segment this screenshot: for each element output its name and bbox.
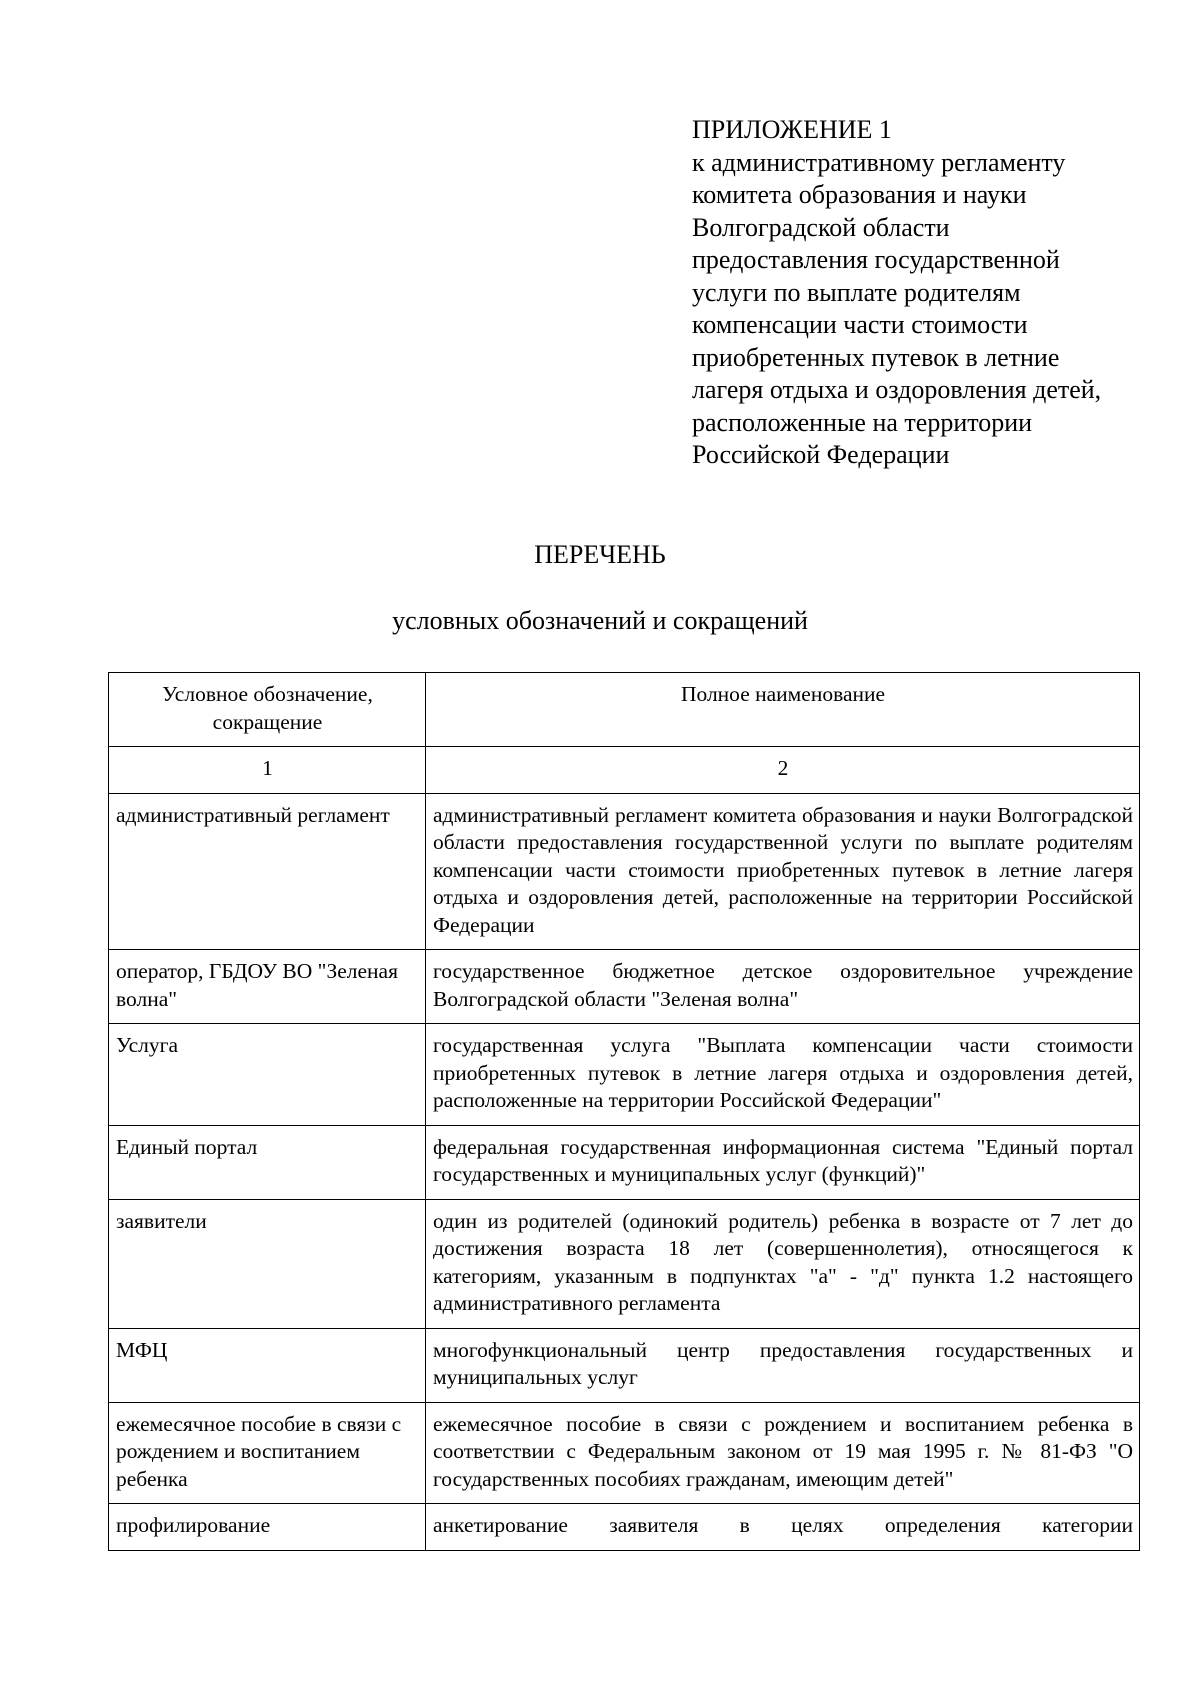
column-number: 1 xyxy=(109,747,426,794)
appendix-line: ПРИЛОЖЕНИЕ 1 xyxy=(692,115,892,144)
appendix-line: комитета образования и науки xyxy=(692,180,1027,209)
appendix-line: Российской Федерации xyxy=(692,440,950,469)
abbreviations-table xyxy=(108,672,1140,1551)
table-row xyxy=(109,1402,1140,1504)
full-name-cell: государственное бюджетное детское оздоровительное учреждение Волгоградской области "Зеленая волна" xyxy=(426,950,1140,1024)
document-heading: ПЕРЕЧЕНЬ xyxy=(534,540,666,569)
table-row xyxy=(109,793,1140,950)
table-row xyxy=(109,1328,1140,1402)
appendix-line: компенсации части стоимости xyxy=(692,310,1028,339)
appendix-line: Волгоградской области xyxy=(692,212,950,242)
full-name-cell: административный регламент комитета образования и науки Волгоградской области предоставления государственной услуги по выплате родителям компенсации части стоимости приобретенных путевок в летние лагеря отдыха и оздоровления детей, расположенные на территории Российской Федерации xyxy=(426,793,1140,950)
full-name-cell: анкетирование заявителя в целях определения категории xyxy=(426,1504,1140,1551)
table-header-row xyxy=(109,673,1140,747)
term-cell: Единый портал xyxy=(109,1125,426,1199)
appendix-line: услуги по выплате родителям xyxy=(692,277,1021,307)
term-cell: заявители xyxy=(109,1199,426,1328)
term-cell: оператор, ГБДОУ ВО "Зеленая волна" xyxy=(109,950,426,1024)
term-cell: Услуга xyxy=(109,1024,426,1126)
full-name-cell: федеральная государственная информационная система "Единый портал государственных и муниципальных услуг (функций)" xyxy=(426,1125,1140,1199)
column-number: 2 xyxy=(426,747,1140,794)
table-row xyxy=(109,1125,1140,1199)
full-name-cell: один из родителей (одинокий родитель) ребенка в возрасте от 7 лет до достижения возраста 18 лет (совершеннолетия), относящегося к категориям, указанным в подпунктах "а" - "д" пункта 1.2 настоящего административного регламента xyxy=(426,1199,1140,1328)
appendix-line: приобретенных путевок в летние xyxy=(692,342,1060,372)
appendix-line: к административному регламенту xyxy=(692,147,1066,177)
term-cell: ежемесячное пособие в связи с рождением и воспитанием ребенка xyxy=(109,1402,426,1504)
table-row xyxy=(109,1504,1140,1551)
term-cell: МФЦ xyxy=(109,1328,426,1402)
appendix-block xyxy=(692,114,1172,472)
table-row xyxy=(109,1199,1140,1328)
column-header-term: Условное обозначение, сокращение xyxy=(109,673,426,747)
document-subheading: условных обозначений и сокращений xyxy=(392,606,808,635)
column-header-full-name: Полное наименование xyxy=(426,673,1140,747)
column-number-row xyxy=(109,747,1140,794)
table-row xyxy=(109,1024,1140,1126)
table-row xyxy=(109,950,1140,1024)
appendix-line: расположенные на территории xyxy=(692,407,1033,437)
term-cell: административный регламент xyxy=(109,793,426,950)
full-name-cell: государственная услуга "Выплата компенсации части стоимости приобретенных путевок в летние лагеря отдыха и оздоровления детей, расположенные на территории Российской Федерации" xyxy=(426,1024,1140,1126)
term-cell: профилирование xyxy=(109,1504,426,1551)
appendix-line: лагеря отдыха и оздоровления детей, xyxy=(692,375,1102,404)
full-name-cell: многофункциональный центр предоставления государственных и муниципальных услуг xyxy=(426,1328,1140,1402)
full-name-cell: ежемесячное пособие в связи с рождением и воспитанием ребенка в соответствии с Федеральным законом от 19 мая 1995 г. № 81-ФЗ "О государственных пособиях гражданам, имеющим детей" xyxy=(426,1402,1140,1504)
appendix-line: предоставления государственной xyxy=(692,245,1060,274)
